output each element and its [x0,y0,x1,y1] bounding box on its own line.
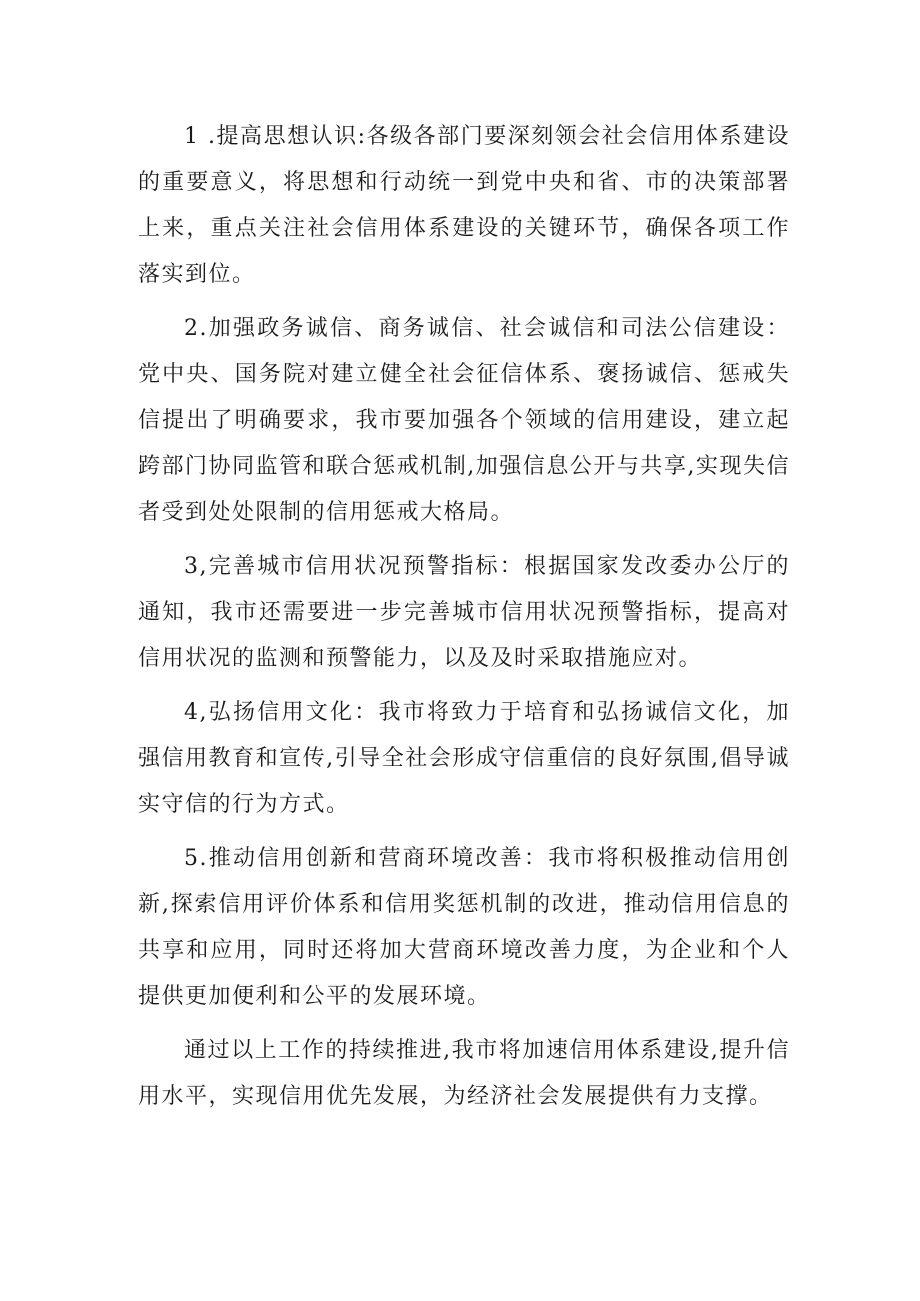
document-body [138,114,790,1128]
paragraph-item-4: 4,弘扬信用文化：我市将致力于培育和弘扬诚信文化，加强信用教育和宣传,引导全社会形成守信重信的良好氛围,倡导诚实守信的行为方式。 [138,700,790,817]
paragraph-conclusion: 通过以上工作的持续推进,我市将加速信用体系建设,提升信用水平，实现信用优先发展，为经济社会发展提供有力支撑。 [138,1038,790,1109]
paragraph-item-2: 2.加强政务诚信、商务诚信、社会诚信和司法公信建设：党中央、国务院对建立健全社会征信体系、褒扬诚信、惩戒失信提出了明确要求，我市要加强各个领域的信用建设，建立起跨部门协同监管和联合惩戒机制,加强信息公开与共享,实现失信者受到处处限制的信用惩戒大格局。 [138,316,790,525]
paragraph-item-5: 5.推动信用创新和营商环境改善：我市将积极推动信用创新,探索信用评价体系和信用奖惩机制的改进，推动信用信息的共享和应用，同时还将加大营商环境改善力度，为企业和个人提供更加便利和公平的发展环境。 [138,846,790,1009]
paragraph-item-3: 3,完善城市信用状况预警指标：根据国家发改委办公厅的通知，我市还需要进一步完善城市信用状况预警指标，提高对信用状况的监测和预警能力，以及及时采取措施应对。 [138,554,790,671]
paragraph-item-1: 1 .提高思想认识:各级各部门要深刻领会社会信用体系建设的重要意义，将思想和行动统一到党中央和省、市的决策部署上来，重点关注社会信用体系建设的关键环节，确保各项工作落实到位。 [138,124,790,287]
